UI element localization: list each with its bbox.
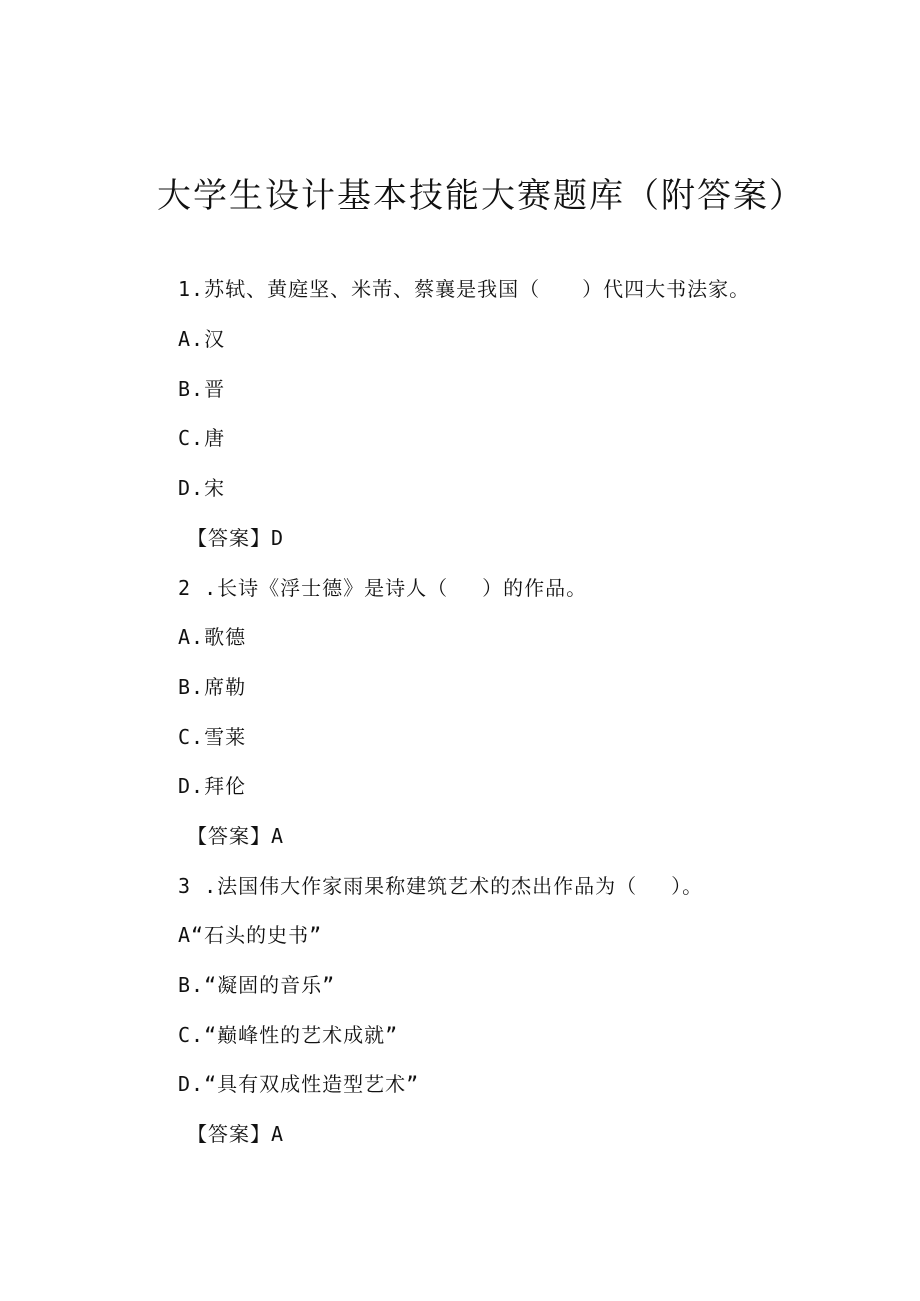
question-3-option-a: A“石头的史书” xyxy=(178,923,323,947)
question-1-answer: 【答案】D xyxy=(187,526,285,550)
question-2-stem: 2 .长诗《浮士德》是诗人（ ）的作品。 xyxy=(178,576,588,600)
question-2-answer: 【答案】A xyxy=(187,824,285,848)
question-3-option-d: D.“具有双成性造型艺术” xyxy=(178,1072,420,1096)
question-1-option-d: D.宋 xyxy=(178,476,226,500)
question-2-option-a: A.歌德 xyxy=(178,625,247,649)
question-1-option-b: B.晋 xyxy=(178,377,226,401)
question-1-option-c: C.唐 xyxy=(178,426,226,450)
question-1-option-a: A.汉 xyxy=(178,327,226,351)
question-3-option-b: B.“凝固的音乐” xyxy=(178,973,336,997)
question-2-option-d: D.拜伦 xyxy=(178,774,247,798)
question-2-option-c: C.雪莱 xyxy=(178,725,247,749)
question-3-answer: 【答案】A xyxy=(187,1122,285,1146)
document-title: 大学生设计基本技能大赛题库（附答案） xyxy=(157,176,805,216)
question-1-stem: 1.苏轼、黄庭坚、米芾、蔡襄是我国（ ）代四大书法家。 xyxy=(178,277,751,301)
question-3-option-c: C.“巅峰性的艺术成就” xyxy=(178,1023,399,1047)
question-2-option-b: B.席勒 xyxy=(178,675,247,699)
question-3-stem: 3 .法国伟大作家雨果称建筑艺术的杰出作品为（ ）。 xyxy=(178,874,704,898)
